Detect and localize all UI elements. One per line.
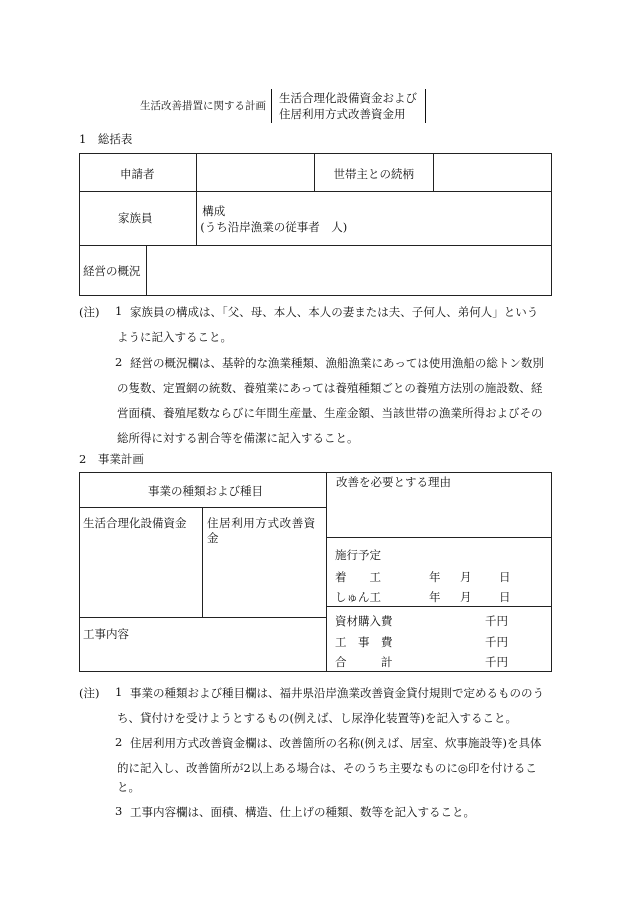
total-cost-unit: 千円 — [485, 655, 508, 669]
notes1-n2-line1: 経営の概況欄は、基幹的な漁業種類、漁船漁業にあっては使用漁船の総トン数別 — [130, 356, 544, 370]
housing-fund-header-line1: 住居利用方式改善資 — [207, 516, 316, 530]
finish-label: しゅん工 — [335, 590, 381, 604]
finish-year-unit: 年 — [429, 590, 441, 604]
notes2-prefix: (注) — [79, 686, 100, 700]
applicant-field[interactable] — [197, 154, 315, 192]
applicant-label: 申請者 — [120, 167, 155, 181]
notes1-n2-line2: の隻数、定置網の統数、養殖業にあっては養殖種類ごとの養殖方法別の施設数、経 — [117, 381, 543, 395]
materials-cost-unit: 千円 — [485, 614, 508, 628]
notes2-n1-line1: 事業の種類および種目欄は、福井県沿岸漁業改善資金貸付規則で定めるもののう — [130, 686, 544, 700]
notes1-n2-num: 2 — [115, 355, 123, 369]
applicant-label-cell — [80, 154, 197, 192]
notes2-n2-line3: と。 — [117, 780, 140, 794]
relation-label-cell — [315, 154, 433, 192]
finish-month-unit: 月 — [460, 590, 472, 604]
business-overview-label: 経営の概況 — [83, 264, 141, 278]
start-label: 着 工 — [335, 570, 381, 584]
notes2-n2-num: 2 — [115, 735, 123, 749]
family-label: 家族員 — [118, 211, 153, 225]
reason-field[interactable] — [327, 489, 550, 536]
notes1-n1-line1: 家族員の構成は、「父、母、本人、本人の妻または夫、子何人、弟何人」という — [130, 305, 539, 319]
work-cost-unit: 千円 — [485, 635, 508, 649]
section2-heading: 2 事業計画 — [79, 452, 144, 466]
schedule-label: 施行予定 — [335, 548, 381, 562]
work-content-field[interactable] — [81, 643, 325, 670]
fishers-count-label: (うち沿岸漁業の従事者 人) — [200, 220, 348, 234]
business-type-header: 事業の種類および種目 — [148, 484, 263, 498]
notes1-n1-line2: ように記入すること。 — [117, 330, 232, 344]
notes2-n3-num: 3 — [115, 804, 123, 818]
living-equipment-fund-field[interactable] — [81, 533, 201, 616]
summary-table — [79, 153, 552, 296]
family-field[interactable] — [197, 192, 552, 246]
family-label-cell — [80, 192, 197, 246]
notes1-n2-line4: 総所得に対する割合等を備潔に記入すること。 — [117, 431, 359, 445]
materials-cost-label: 資材購入費 — [335, 614, 393, 628]
business-divider — [146, 246, 147, 296]
living-equipment-fund-header: 生活合理化設備資金 — [83, 516, 187, 530]
form-title-prefix: 生活改善措置に関する計画 — [140, 100, 266, 112]
notes2-n1-line2: ち、貸付けを受けようとするもの(例えば、し尿浄化装置等)を記入すること。 — [117, 711, 517, 725]
relation-label: 世帯主との続柄 — [333, 167, 414, 181]
title-option-living-equipment: 生活合理化設備資金および — [279, 91, 417, 105]
business-overview-field[interactable] — [80, 246, 552, 296]
housing-fund-field[interactable] — [203, 548, 325, 616]
finish-day-unit: 日 — [499, 590, 511, 604]
notes2-n1-num: 1 — [115, 685, 123, 699]
reason-header: 改善を必要とする理由 — [336, 475, 451, 489]
title-option-housing-improvement: 住居利用方式改善資金用 — [279, 107, 406, 121]
housing-fund-header-line2: 金 — [207, 531, 219, 545]
notes1-n1-num: 1 — [115, 304, 123, 318]
work-cost-label: 工 事 費 — [335, 635, 393, 649]
notes2-n3-line1: 工事内容欄は、面積、構造、仕上げの種類、数等を記入すること。 — [130, 805, 475, 819]
notes2-n2-line2: 的に記入し、改善箇所が2以上ある場合は、そのうち主要なものに◎印を付けるこ — [117, 761, 537, 775]
notes1-prefix: (注) — [79, 305, 100, 319]
composition-label: 構成 — [202, 204, 226, 218]
section1-heading: 1 総括表 — [79, 132, 133, 146]
start-year-unit: 年 — [429, 570, 441, 584]
work-content-label: 工事内容 — [83, 627, 129, 641]
notes2-n2-line1: 住居利用方式改善資金欄は、改善箇所の名称(例えば、居室、炊事施設等)を具体 — [130, 736, 542, 750]
business-plan-table — [79, 472, 552, 672]
total-cost-label: 合 計 — [335, 655, 393, 669]
notes1-n2-line3: 営面積、養殖尾数ならびに年間生産量、生産金額、当該世帯の漁業所得およびその — [117, 406, 543, 420]
start-month-unit: 月 — [460, 570, 472, 584]
relation-field[interactable] — [433, 154, 551, 192]
start-day-unit: 日 — [499, 570, 511, 584]
